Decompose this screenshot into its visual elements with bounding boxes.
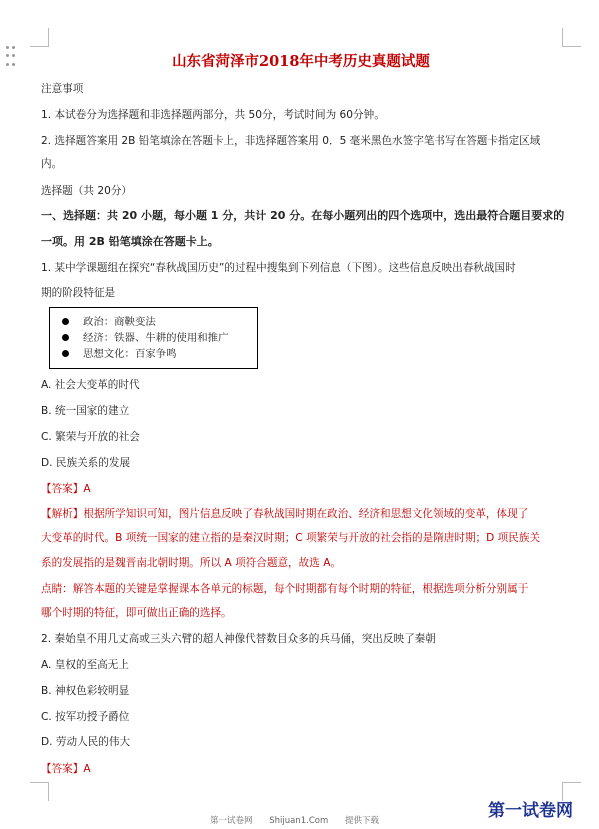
page-corner-mark	[30, 28, 49, 47]
answer-option: B. 统一国家的建立	[41, 405, 130, 417]
answer-option: D. 劳动人民的伟大	[41, 736, 131, 748]
page-corner-mark	[30, 782, 49, 801]
footer-download-note: 提供下载	[344, 816, 379, 826]
section-label: 选择题（共 20分）	[41, 185, 133, 197]
page-title: 山东省菏泽市2018年中考历史真题试题	[172, 53, 430, 70]
analysis-text: 【解析】根据所学知识可知，图片信息反映了春秋战国时期在政治、经济和思想文化领域的变革，体现了	[41, 508, 529, 520]
info-box	[49, 307, 258, 369]
analysis-text: 大变革的时代。B 项统一国家的建立指的是秦汉时期；C 项繁荣与开放的社会指的是隋唐时期；D 项民族关	[41, 532, 541, 544]
answer-key: 【答案】A	[41, 763, 91, 775]
question-stem: 期的阶段特征是	[41, 287, 116, 299]
notice-line: 2. 选择题答案用 2B 铅笔填涂在答题卡上，非选择题答案用 0．5 毫米黑色水签字笔书写在答题卡指定区域	[41, 135, 541, 147]
bullet-icon	[62, 318, 69, 325]
question-stem: 2. 秦始皇不用几丈高或三头六臂的超人神像代替数目众多的兵马俑，突出反映了秦朝	[41, 633, 436, 645]
answer-option: C. 繁荣与开放的社会	[41, 431, 140, 443]
brand-logo: 第一试卷网	[488, 801, 573, 821]
answer-key: 【答案】A	[41, 483, 91, 495]
notice-line: 内。	[41, 158, 63, 170]
section-instruction: 一项。用 2B 铅笔填涂在答题卡上。	[41, 235, 219, 248]
section-instruction: 一、选择题：共 20 小题，每小题 1 分，共计 20 分。在每小题列出的四个选项中，选出最符合题目要求的	[41, 209, 565, 222]
answer-option: A. 皇权的至高无上	[41, 659, 129, 671]
answer-option: D. 民族关系的发展	[41, 457, 131, 469]
bullet-icon	[62, 334, 69, 341]
tip-text: 哪个时期的特征，即可做出正确的选择。	[41, 607, 232, 619]
analysis-text: 系的发展指的是魏晋南北朝时期。所以 A 项符合题意，故选 A。	[41, 557, 342, 569]
page-footer	[0, 812, 599, 829]
footer-site-name: 第一试卷网	[210, 816, 253, 826]
answer-option: A. 社会大变革的时代	[41, 379, 140, 391]
info-box-item: 思想文化：百家争鸣	[62, 345, 177, 360]
notice-line: 1. 本试卷分为选择题和非选择题两部分，共 50分，考试时间为 60分钟。	[41, 109, 385, 121]
info-box-item: 经济：铁器、牛耕的使用和推广	[62, 329, 228, 344]
drag-handle-icon[interactable]	[6, 46, 16, 68]
answer-option: C. 按军功授予爵位	[41, 711, 130, 723]
question-stem: 1. 某中学课题组在探究“春秋战国历史”的过程中搜集到下列信息（下图）。这些信息反映出春秋战国时	[41, 262, 516, 274]
page-corner-mark	[562, 28, 581, 47]
footer-text	[210, 814, 393, 826]
tip-text: 点睛：解答本题的关键是掌握课本各单元的标题，每个时期都有每个时期的特征，根据选项分析分别属于	[41, 583, 529, 595]
notice-heading: 注意事项	[41, 83, 84, 95]
answer-option: B. 神权色彩较明显	[41, 685, 130, 697]
bullet-icon	[62, 350, 69, 357]
footer-site-url[interactable]: Shijuan1.Com	[269, 816, 329, 826]
info-box-item: 政治：商鞅变法	[62, 313, 156, 328]
